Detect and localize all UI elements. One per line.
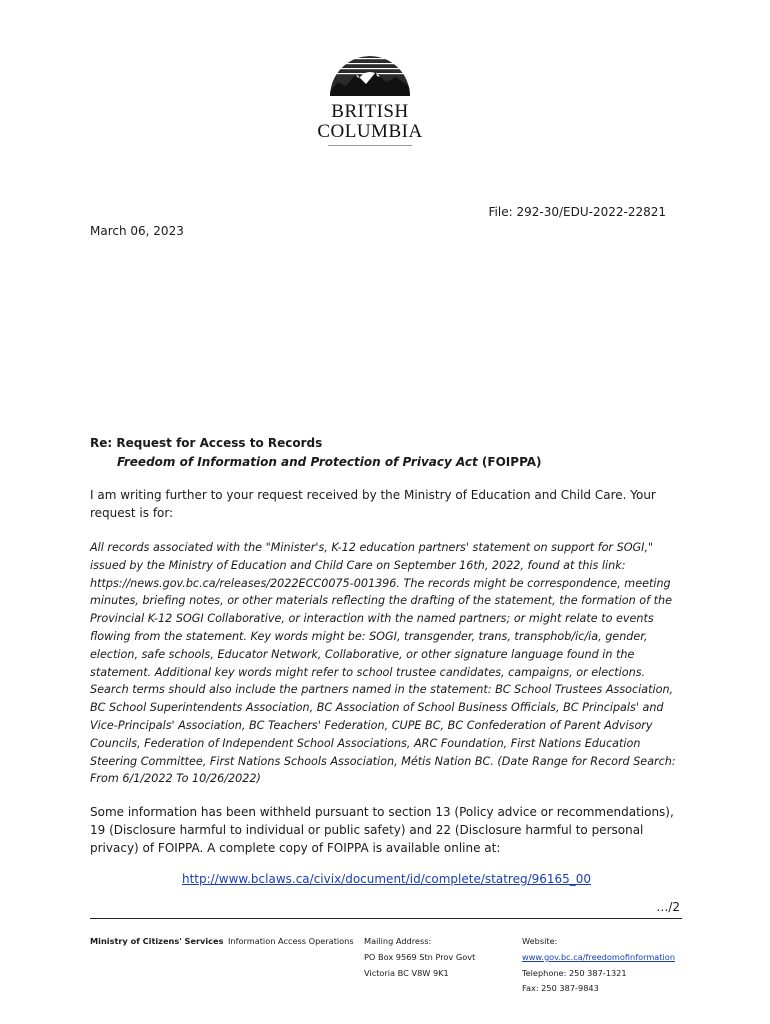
website-label: Website: — [522, 936, 558, 946]
mailing-city: Victoria BC V8W 9K1 — [364, 967, 449, 978]
logo-line-2: COLUMBIA — [317, 121, 423, 142]
footer-ministry: Ministry of Citizens' Services — [90, 936, 224, 946]
telephone: Telephone: 250 387-1321 — [522, 967, 627, 978]
footer-contact — [522, 934, 675, 997]
logo-rule — [328, 145, 412, 146]
sun-mountain-icon — [326, 44, 414, 102]
website-link[interactable]: www.gov.bc.ca/freedomofinformation — [522, 951, 676, 962]
letter-date: March 06, 2023 — [90, 224, 184, 238]
subject-block — [90, 434, 542, 472]
act-name: Freedom of Information and Protection of Privacy Act — [117, 455, 478, 469]
act-abbr: (FOIPPA) — [477, 455, 542, 469]
mailing-po-box: PO Box 9569 Stn Prov Govt — [364, 951, 476, 962]
act-line — [90, 453, 542, 472]
foippa-link[interactable]: http://www.bclaws.ca/civix/document/id/complete/statreg/96165_00 — [182, 872, 592, 886]
page-continuation: …/2 — [656, 900, 680, 914]
fax: Fax: 250 387-9843 — [522, 983, 599, 994]
logo-line-1: BRITISH — [331, 101, 409, 122]
footer-mailing — [364, 934, 475, 981]
file-reference: File: 292-30/EDU-2022-22821 — [488, 205, 666, 219]
bc-logo — [310, 44, 430, 146]
footer-branch: Information Access Operations — [228, 936, 354, 946]
mailing-label: Mailing Address: — [364, 936, 432, 946]
request-text: All records associated with the "Minister's, K-12 education partners' statement on support for SOGI," issued by the Ministry of Education and Child Care on September 16th, 2022, found at this link: https://news.gov.bc.ca/releases/2022ECC0075-001396. The records might be correspondence, meeting minutes, briefing notes, or other materials reflecting the drafting of the statement, the formation of the Provincial K-12 SOGI Collaborative, or interaction with the named partners; or might relate to events flowing from the statement. Key words might be: SOGI, transgender, trans, transphob/ic/ia, gender, election, safe schools, Educator Network, Collaborative, or other signature language found in the statement. Additional key words might refer to school trustee candidates, campaigns, or elections. Search terms should also include the partners named in the statement: BC School Trustees Association, BC School Superintendents Association, BC Association of School Business Officials, BC Principals' and Vice-Principals' Association, BC Teachers' Federation, CUPE BC, BC Confederation of Parent Advisory Councils, Federation of Independent School Associations, ARC Foundation, First Nations Education Steering Committee, First Nations Schools Association, Métis Nation BC. (Date Range for Record Search: From 6/1/2022 To 10/26/2022) — [90, 541, 676, 786]
intro-paragraph: I am writing further to your request received by the Ministry of Education and Child Care. Your request is for: — [90, 488, 656, 520]
subject-line: Re: Request for Access to Records — [90, 436, 323, 450]
footer-divider — [90, 918, 682, 919]
withheld-paragraph: Some information has been withheld pursuant to section 13 (Policy advice or recommendations), 19 (Disclosure harmful to individual or public safety) and 22 (Disclosure harmful to personal privacy) of FOIPPA. A complete copy of FOIPPA is available online at: — [90, 805, 674, 855]
